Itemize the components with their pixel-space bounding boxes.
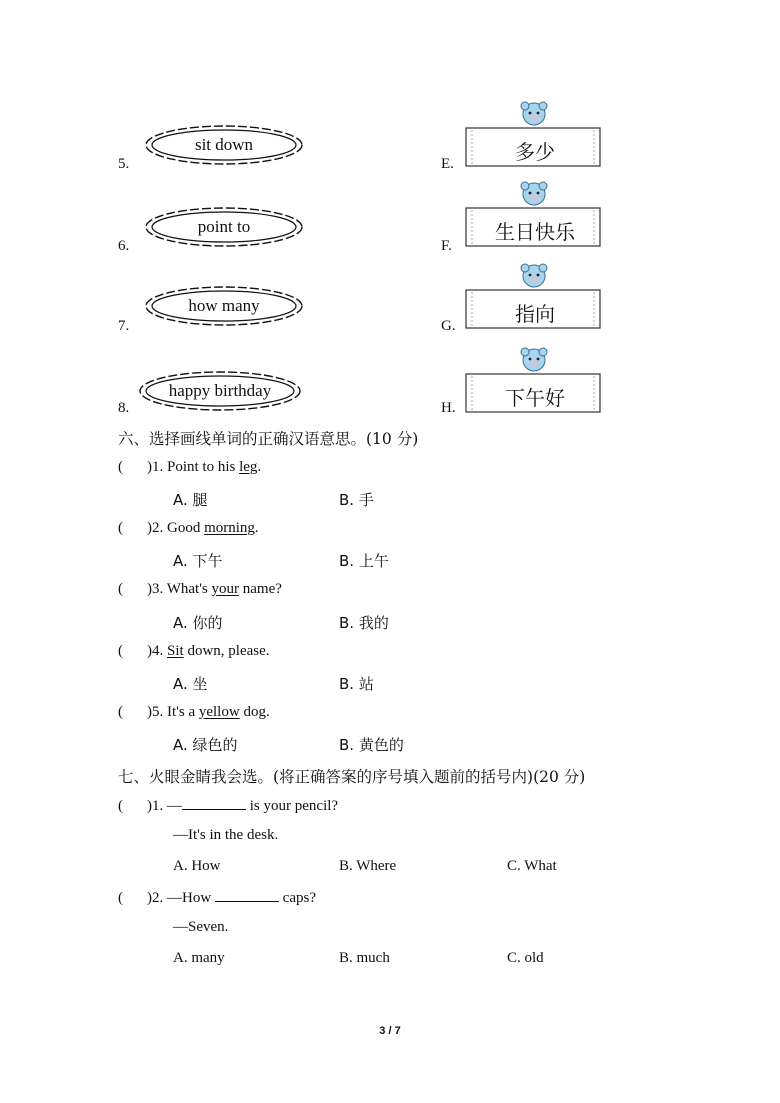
- option-b[interactable]: B. much: [339, 950, 390, 966]
- option-b[interactable]: B. 黄色的: [339, 736, 404, 754]
- cloud-phrase: happy birthday: [168, 381, 272, 400]
- sign-card-g: [464, 262, 604, 326]
- option-c[interactable]: C. old: [507, 950, 544, 966]
- answer-line: —It's in the desk.: [173, 827, 279, 843]
- sign-text: 下午好: [505, 386, 565, 410]
- option-b[interactable]: B. 手: [339, 491, 374, 509]
- question-row: [118, 520, 259, 537]
- item-number: 7.: [118, 318, 130, 334]
- question-row: [118, 581, 282, 598]
- underlined-word: morning: [204, 520, 255, 536]
- answer-paren[interactable]: (: [118, 798, 123, 814]
- fill-blank[interactable]: [182, 797, 246, 810]
- option-b[interactable]: B. Where: [339, 858, 397, 874]
- option-b[interactable]: B. 我的: [339, 614, 389, 632]
- question-row: [118, 643, 270, 660]
- sign-text: 多少: [515, 140, 555, 164]
- question-row: [118, 459, 261, 476]
- option-b[interactable]: B. 站: [339, 675, 374, 693]
- option-b[interactable]: B. 上午: [339, 552, 389, 570]
- item-number: 8.: [118, 400, 130, 416]
- item-letter: F.: [441, 238, 452, 254]
- underlined-word: Sit: [167, 643, 184, 659]
- option-a[interactable]: A. many: [173, 950, 225, 966]
- cloud-label-point-to: [140, 204, 308, 250]
- item-number: 5.: [118, 156, 130, 172]
- sign-card-f: [464, 180, 604, 244]
- question-text-end: is your pencil?: [246, 798, 339, 814]
- page-number: 3 / 7: [379, 1025, 401, 1037]
- sign-card-e: [464, 100, 604, 164]
- cloud-phrase: point to: [197, 217, 251, 236]
- answer-paren[interactable]: (: [118, 520, 123, 536]
- cloud-label-sit-down: [140, 122, 308, 168]
- underlined-word: yellow: [198, 704, 240, 720]
- option-a[interactable]: A. 绿色的: [173, 736, 238, 754]
- question-row: [118, 889, 316, 907]
- option-a[interactable]: A. How: [173, 858, 221, 874]
- question-text: )2. Good: [147, 520, 205, 536]
- question-text-end: .: [254, 520, 259, 536]
- question-row: [118, 704, 270, 721]
- fill-blank[interactable]: [215, 889, 279, 902]
- section-7-title: 七、火眼金睛我会选。(将正确答案的序号填入题前的括号内)(20 分): [118, 768, 586, 786]
- option-a[interactable]: A. 下午: [173, 552, 223, 570]
- underlined-word: your: [211, 581, 239, 597]
- answer-line: —Seven.: [173, 919, 229, 935]
- option-a[interactable]: A. 你的: [173, 614, 223, 632]
- question-text: )2. —How: [147, 890, 215, 906]
- option-a[interactable]: A. 腿: [173, 491, 208, 509]
- question-row: [118, 797, 338, 815]
- question-text-end: name?: [239, 581, 282, 597]
- option-c[interactable]: C. What: [507, 858, 557, 874]
- question-text: )3. What's: [147, 581, 212, 597]
- cloud-phrase: sit down: [194, 135, 254, 154]
- answer-paren[interactable]: (: [118, 890, 123, 906]
- question-text: )4.: [147, 643, 167, 659]
- sign-text: 生日快乐: [495, 220, 575, 244]
- option-a[interactable]: A. 坐: [173, 675, 208, 693]
- underlined-word: leg: [239, 459, 258, 475]
- section-6-title: 六、选择画线单词的正确汉语意思。(10 分): [118, 430, 419, 448]
- item-number: 6.: [118, 238, 130, 254]
- cloud-label-happy-birthday: [136, 368, 304, 414]
- question-text: )1. Point to his: [147, 459, 240, 475]
- question-text-end: .: [257, 459, 262, 475]
- question-text: )5. It's a: [147, 704, 199, 720]
- answer-paren[interactable]: (: [118, 704, 123, 720]
- question-text: )1. —: [147, 798, 182, 814]
- sign-text: 指向: [515, 302, 555, 326]
- cloud-label-how-many: [140, 283, 308, 329]
- sign-card-h: [464, 346, 604, 410]
- cloud-phrase: how many: [188, 296, 260, 315]
- item-letter: G.: [441, 318, 456, 334]
- question-text-end: caps?: [278, 890, 316, 906]
- item-letter: H.: [441, 400, 456, 416]
- item-letter: E.: [441, 156, 454, 172]
- answer-paren[interactable]: (: [118, 581, 123, 597]
- answer-paren[interactable]: (: [118, 459, 123, 475]
- question-text-end: dog.: [239, 704, 270, 720]
- question-text-end: down, please.: [183, 643, 270, 659]
- answer-paren[interactable]: (: [118, 643, 123, 659]
